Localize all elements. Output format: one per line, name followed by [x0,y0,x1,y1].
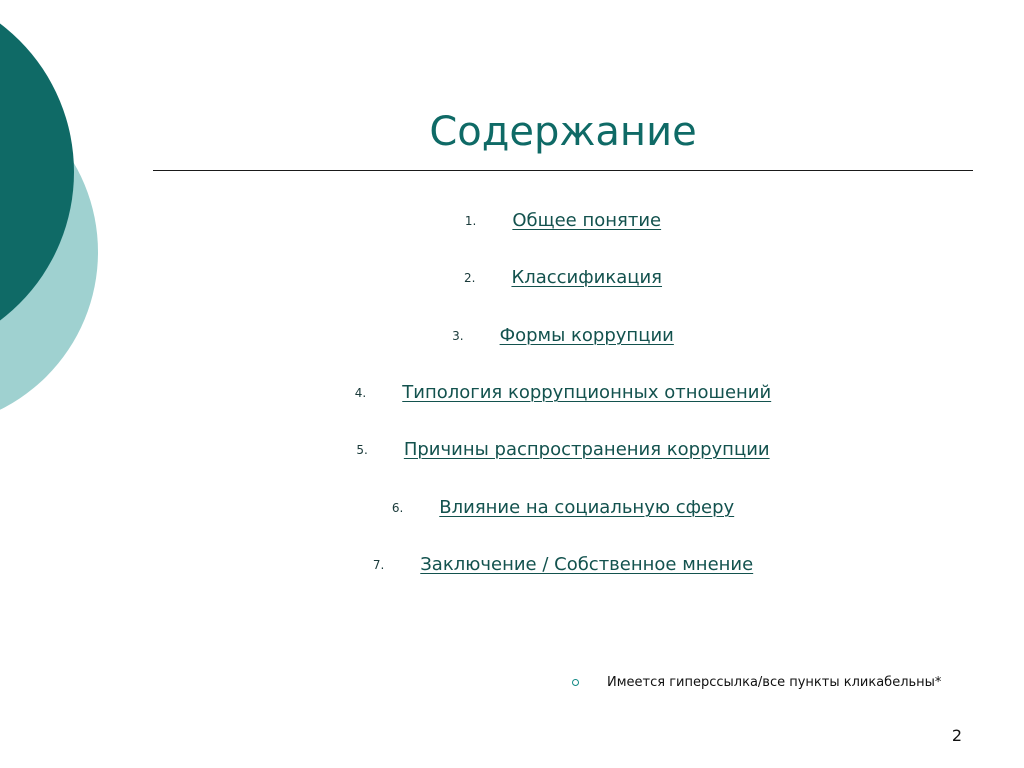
toc-number: 5. [356,442,368,457]
toc-link-classification[interactable]: Классификация [511,267,663,288]
toc-number: 7. [372,557,385,572]
toc-number: 4. [354,385,367,400]
toc-number: 1. [464,213,477,228]
slide-title: Содержание [429,109,697,155]
note-text: Имеется гиперссылка/все пункты кликабельны* [607,674,942,690]
hyperlink-note [572,672,941,692]
toc-link-forms[interactable]: Формы коррупции [499,325,674,346]
title-divider [153,170,973,171]
toc-item-1 [153,210,973,231]
toc-number: 3. [452,328,464,343]
toc-item-2 [153,267,973,288]
toc-item-5 [153,439,973,460]
toc-link-social-impact[interactable]: Влияние на социальную сферу [439,497,735,518]
toc-item-7 [153,554,973,575]
toc-link-causes[interactable]: Причины распространения коррупции [403,439,770,460]
toc-item-4 [153,382,973,403]
decorative-circles [0,0,110,420]
toc-link-conclusion[interactable]: Заключение / Собственное мнение [420,554,754,575]
toc-link-typology[interactable]: Типология коррупционных отношений [402,382,772,403]
toc-number: 2. [463,270,476,285]
toc-link-general-concept[interactable]: Общее понятие [512,210,662,231]
toc-item-3 [153,325,973,346]
page-number: 2 [951,726,962,745]
toc-number: 6. [391,500,404,515]
hollow-circle-bullet-icon [572,679,579,686]
toc-item-6 [153,497,973,518]
